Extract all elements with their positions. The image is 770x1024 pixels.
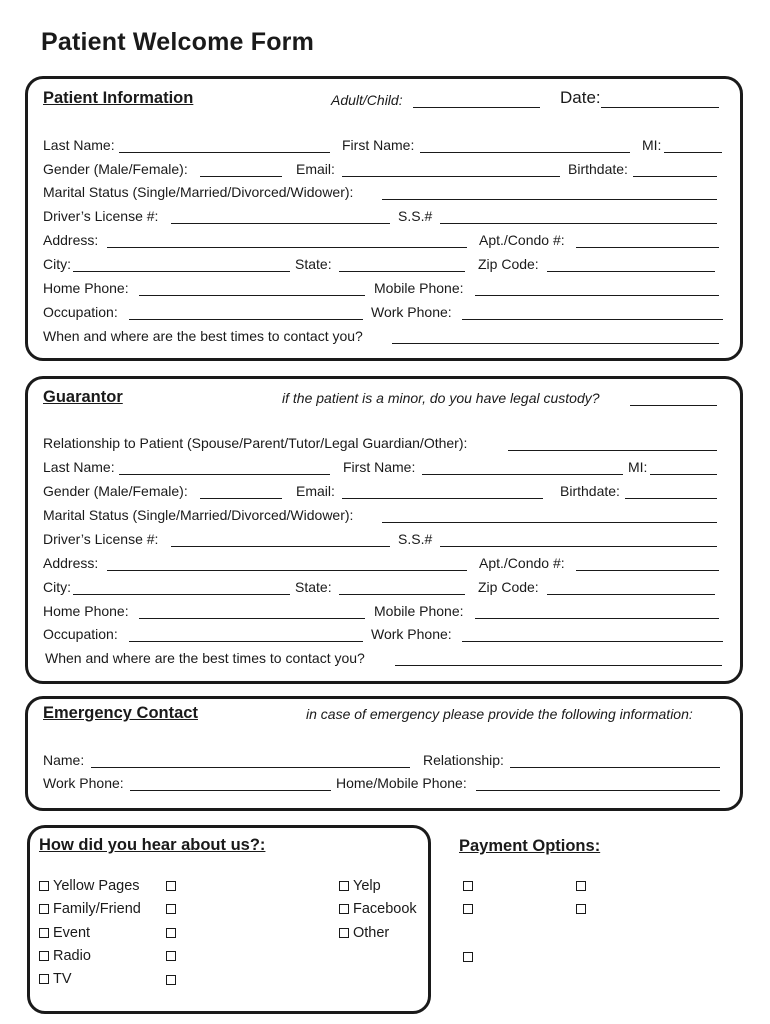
- legal-custody-field[interactable]: [630, 405, 717, 406]
- work-phone-label: Work Phone:: [371, 304, 452, 320]
- emergency-relationship-label: Relationship:: [423, 752, 504, 768]
- payment-option-checkbox-1[interactable]: [463, 881, 473, 891]
- emergency-contact-heading: Emergency Contact: [43, 704, 198, 722]
- zip-code-label: Zip Code:: [478, 256, 539, 272]
- guarantor-work-phone-field[interactable]: [462, 641, 723, 642]
- guarantor-ssn-label: S.S.#: [398, 531, 433, 547]
- emergency-home-mobile-field[interactable]: [476, 790, 720, 791]
- event-extra-checkbox[interactable]: [166, 928, 176, 938]
- guarantor-zip-code-label: Zip Code:: [478, 579, 539, 595]
- guarantor-first-name-field[interactable]: [422, 474, 623, 475]
- birthdate-label: Birthdate:: [568, 161, 628, 177]
- emergency-note: in case of emergency please provide the following information:: [306, 706, 693, 722]
- city-field[interactable]: [73, 271, 290, 272]
- mi-field[interactable]: [664, 152, 722, 153]
- legal-custody-label: if the patient is a minor, do you have legal custody?: [282, 390, 600, 406]
- family-friend-label: Family/Friend: [53, 901, 141, 917]
- guarantor-mi-field[interactable]: [650, 474, 717, 475]
- guarantor-address-label: Address:: [43, 555, 99, 571]
- emergency-work-phone-label: Work Phone:: [43, 775, 124, 791]
- emergency-name-field[interactable]: [91, 767, 410, 768]
- guarantor-apt-condo-field[interactable]: [576, 570, 719, 571]
- other-checkbox[interactable]: [339, 928, 349, 938]
- payment-option-checkbox-4[interactable]: [576, 904, 586, 914]
- facebook-checkbox[interactable]: [339, 904, 349, 914]
- contact-times-field[interactable]: [392, 343, 719, 344]
- ssn-label: S.S.#: [398, 208, 433, 224]
- guarantor-ssn-field[interactable]: [440, 546, 717, 547]
- last-name-field[interactable]: [119, 152, 330, 153]
- guarantor-apt-condo-label: Apt./Condo #:: [479, 555, 565, 571]
- mobile-phone-label: Mobile Phone:: [374, 280, 464, 296]
- gender-label: Gender (Male/Female):: [43, 161, 188, 177]
- guarantor-mobile-phone-field[interactable]: [475, 618, 719, 619]
- guarantor-email-label: Email:: [296, 483, 335, 499]
- radio-label: Radio: [53, 948, 91, 964]
- occupation-label: Occupation:: [43, 304, 118, 320]
- adult-child-label: Adult/Child:: [331, 92, 403, 108]
- payment-option-checkbox-3[interactable]: [463, 904, 473, 914]
- radio-checkbox[interactable]: [39, 951, 49, 961]
- guarantor-marital-status-field[interactable]: [382, 522, 717, 523]
- apt-condo-field[interactable]: [576, 247, 719, 248]
- emergency-name-label: Name:: [43, 752, 85, 768]
- emergency-work-phone-field[interactable]: [130, 790, 331, 791]
- guarantor-state-label: State:: [295, 579, 332, 595]
- referral-heading: How did you hear about us?:: [39, 836, 266, 854]
- guarantor-marital-status-label: Marital Status (Single/Married/Divorced/Widower):: [43, 507, 354, 523]
- relationship-label: Relationship to Patient (Spouse/Parent/Tutor/Legal Guardian/Other):: [43, 435, 468, 451]
- email-label: Email:: [296, 161, 335, 177]
- date-label: Date:: [560, 88, 601, 107]
- yelp-checkbox[interactable]: [339, 881, 349, 891]
- family-friend-extra-checkbox[interactable]: [166, 904, 176, 914]
- zip-code-field[interactable]: [547, 271, 715, 272]
- guarantor-zip-code-field[interactable]: [547, 594, 715, 595]
- yellow-pages-label: Yellow Pages: [53, 878, 140, 894]
- emergency-home-mobile-label: Home/Mobile Phone:: [336, 775, 467, 791]
- tv-label: TV: [53, 971, 72, 987]
- gender-field[interactable]: [200, 176, 282, 177]
- guarantor-contact-times-label: When and where are the best times to contact you?: [45, 650, 365, 666]
- address-field[interactable]: [107, 247, 467, 248]
- birthdate-field[interactable]: [633, 176, 717, 177]
- guarantor-drivers-license-label: Driver’s License #:: [43, 531, 159, 547]
- city-label: City:: [43, 256, 71, 272]
- drivers-license-field[interactable]: [171, 223, 390, 224]
- patient-information-heading: Patient Information: [43, 89, 194, 107]
- relationship-field[interactable]: [508, 450, 717, 451]
- guarantor-occupation-field[interactable]: [129, 641, 363, 642]
- guarantor-birthdate-label: Birthdate:: [560, 483, 620, 499]
- state-field[interactable]: [339, 271, 465, 272]
- guarantor-work-phone-label: Work Phone:: [371, 626, 452, 642]
- guarantor-drivers-license-field[interactable]: [171, 546, 390, 547]
- adult-child-field[interactable]: [413, 107, 540, 108]
- guarantor-city-field[interactable]: [73, 594, 290, 595]
- guarantor-heading: Guarantor: [43, 388, 123, 406]
- tv-checkbox[interactable]: [39, 974, 49, 984]
- event-checkbox[interactable]: [39, 928, 49, 938]
- guarantor-occupation-label: Occupation:: [43, 626, 118, 642]
- payment-option-checkbox-2[interactable]: [576, 881, 586, 891]
- form-title: Patient Welcome Form: [41, 28, 315, 56]
- guarantor-city-label: City:: [43, 579, 71, 595]
- guarantor-mobile-phone-label: Mobile Phone:: [374, 603, 464, 619]
- mi-label: MI:: [642, 137, 662, 153]
- marital-status-field[interactable]: [382, 199, 717, 200]
- emergency-relationship-field[interactable]: [510, 767, 720, 768]
- email-field[interactable]: [342, 176, 560, 177]
- guarantor-gender-label: Gender (Male/Female):: [43, 483, 188, 499]
- guarantor-home-phone-field[interactable]: [139, 618, 365, 619]
- event-label: Event: [53, 925, 91, 941]
- family-friend-checkbox[interactable]: [39, 904, 49, 914]
- address-label: Address:: [43, 232, 99, 248]
- guarantor-mi-label: MI:: [628, 459, 648, 475]
- first-name-field[interactable]: [420, 152, 630, 153]
- yellow-pages-checkbox[interactable]: [39, 881, 49, 891]
- guarantor-birthdate-field[interactable]: [625, 498, 717, 499]
- yellow-pages-extra-checkbox[interactable]: [166, 881, 176, 891]
- tv-extra-checkbox[interactable]: [166, 975, 176, 985]
- guarantor-first-name-label: First Name:: [343, 459, 416, 475]
- ssn-field[interactable]: [440, 223, 717, 224]
- guarantor-address-field[interactable]: [107, 570, 467, 571]
- work-phone-field[interactable]: [462, 319, 723, 320]
- guarantor-last-name-field[interactable]: [119, 474, 330, 475]
- home-phone-label: Home Phone:: [43, 280, 129, 296]
- apt-condo-label: Apt./Condo #:: [479, 232, 565, 248]
- guarantor-state-field[interactable]: [339, 594, 465, 595]
- last-name-label: Last Name:: [43, 137, 115, 153]
- marital-status-label: Marital Status (Single/Married/Divorced/Widower):: [43, 184, 354, 200]
- state-label: State:: [295, 256, 332, 272]
- other-label: Other: [353, 925, 390, 941]
- home-phone-field[interactable]: [139, 295, 365, 296]
- guarantor-last-name-label: Last Name:: [43, 459, 115, 475]
- yelp-label: Yelp: [353, 878, 381, 894]
- payment-option-checkbox-5[interactable]: [463, 952, 473, 962]
- payment-options-heading: Payment Options:: [459, 837, 601, 855]
- occupation-field[interactable]: [129, 319, 363, 320]
- date-field[interactable]: [601, 107, 719, 108]
- guarantor-gender-field[interactable]: [200, 498, 282, 499]
- guarantor-contact-times-field[interactable]: [395, 665, 722, 666]
- radio-extra-checkbox[interactable]: [166, 951, 176, 961]
- facebook-label: Facebook: [353, 901, 417, 917]
- first-name-label: First Name:: [342, 137, 415, 153]
- guarantor-home-phone-label: Home Phone:: [43, 603, 129, 619]
- guarantor-email-field[interactable]: [342, 498, 543, 499]
- contact-times-label: When and where are the best times to contact you?: [43, 328, 363, 344]
- drivers-license-label: Driver’s License #:: [43, 208, 159, 224]
- mobile-phone-field[interactable]: [475, 295, 719, 296]
